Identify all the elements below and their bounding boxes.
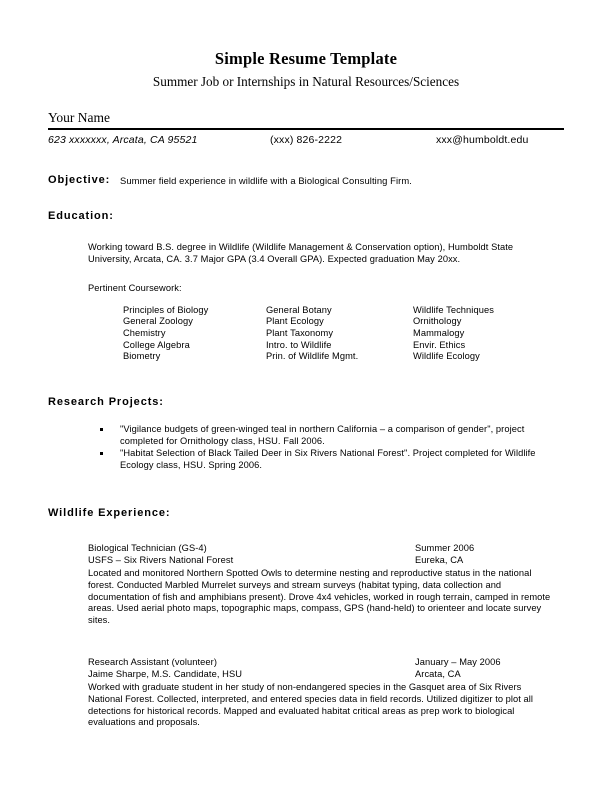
job-dates: Summer 2006 (415, 542, 475, 553)
table-row (123, 328, 553, 340)
experience-description: Located and monitored Northern Spotted Owls to determine nesting and reproductive status in the national forest. Conducted Marbled Murrelet surveys and stream surveys (habitat typing, data collection and documentation of fish and amphibians present). Drove 4x4 vehicles, worked in rough terrain, camped in remote areas. Used aerial photo maps, topographic maps, compass, GPS (hand-held) to orienteer and locate survey sites. (88, 567, 551, 626)
coursework-table-body (123, 305, 553, 363)
header-divider (48, 128, 564, 130)
experience-title-line (88, 657, 558, 669)
experience-employer-line (88, 555, 558, 567)
coursework-cell: Plant Taxonomy (266, 327, 334, 338)
coursework-cell: General Botany (266, 304, 332, 315)
objective-section (48, 174, 564, 188)
experience-entry (88, 657, 558, 729)
job-title: Biological Technician (GS-4) (88, 542, 207, 553)
job-dates: January – May 2006 (415, 656, 501, 667)
coursework-cell: Ornithology (413, 316, 462, 327)
coursework-cell: Wildlife Ecology (413, 351, 480, 362)
table-row (123, 340, 553, 352)
coursework-cell: Intro. to Wildlife (266, 339, 332, 350)
contact-phone: (xxx) 826-2222 (270, 133, 343, 146)
coursework-cell: Mammalogy (413, 327, 465, 338)
objective-text: Summer field experience in wildlife with a Biological Consulting Firm. (120, 174, 413, 186)
square-bullet-icon (100, 452, 103, 455)
research-projects-list (48, 424, 564, 472)
coursework-label: Pertinent Coursework: (88, 283, 182, 294)
education-degree-text: Working toward B.S. degree in Wildlife (Wildlife Management & Conservation option), Humboldt State University, Arcata, CA. 3.7 Major GPA (3.4 Overall GPA). Expected graduation May 20xx. (88, 241, 514, 264)
coursework-cell: Prin. of Wildlife Mgmt. (266, 351, 359, 362)
education-heading: Education: (48, 209, 114, 222)
research-project-text: "Vigilance budgets of green-winged teal in northern California – a comparison of gender", project completed for Ornithology class, HSU. Fall 2006. (120, 423, 525, 446)
square-bullet-icon (100, 428, 103, 431)
wildlife-experience-heading: Wildlife Experience: (48, 506, 171, 519)
research-projects-heading: Research Projects: (48, 395, 164, 408)
document-title: Simple Resume Template (214, 49, 398, 68)
job-title: Research Assistant (volunteer) (88, 656, 217, 667)
table-row (123, 351, 553, 363)
coursework-cell: Principles of Biology (123, 304, 209, 315)
experience-employer-line (88, 669, 558, 681)
research-project-text: "Habitat Selection of Black Tailed Deer in Six Rivers National Forest". Project completed for Wildlife Ecology class, HSU. Spring 2006. (120, 448, 536, 471)
employer-name: Jaime Sharpe, M.S. Candidate, HSU (88, 668, 243, 679)
coursework-cell: Chemistry (123, 327, 166, 338)
coursework-cell: College Algebra (123, 339, 190, 350)
table-row (123, 316, 553, 328)
table-row (123, 305, 553, 317)
experience-title-line (88, 543, 558, 555)
coursework-cell: Wildlife Techniques (413, 304, 494, 315)
document-subtitle: Summer Job or Internships in Natural Resources/Sciences (152, 73, 460, 89)
experience-description: Worked with graduate student in her study of non-endangered species in the Gasquet area of Six Rivers National Forest. Collected, interpreted, and entered species data in field records. Utilized digitizer to plot all detections for historical records. Mapped and evaluated habitat critical areas as prep work to biological evaluations and proposals. (88, 681, 533, 728)
coursework-cell: Plant Ecology (266, 316, 324, 327)
list-item (100, 448, 560, 472)
coursework-cell: Envir. Ethics (413, 339, 466, 350)
employer-name: USFS – Six Rivers National Forest (88, 554, 234, 565)
resume-content (48, 0, 564, 729)
coursework-table (123, 305, 553, 363)
coursework-cell: Biometry (123, 351, 161, 362)
candidate-name: Your Name (48, 110, 111, 126)
contact-row (48, 134, 564, 150)
job-location: Arcata, CA (415, 668, 461, 679)
contact-email: xxx@humboldt.edu (436, 133, 529, 146)
coursework-cell: General Zoology (123, 316, 193, 327)
list-item (100, 424, 560, 448)
objective-heading: Objective: (48, 173, 111, 186)
experience-entry (88, 543, 558, 627)
job-location: Eureka, CA (415, 554, 464, 565)
contact-address: 623 xxxxxxx, Arcata, CA 95521 (48, 133, 198, 146)
